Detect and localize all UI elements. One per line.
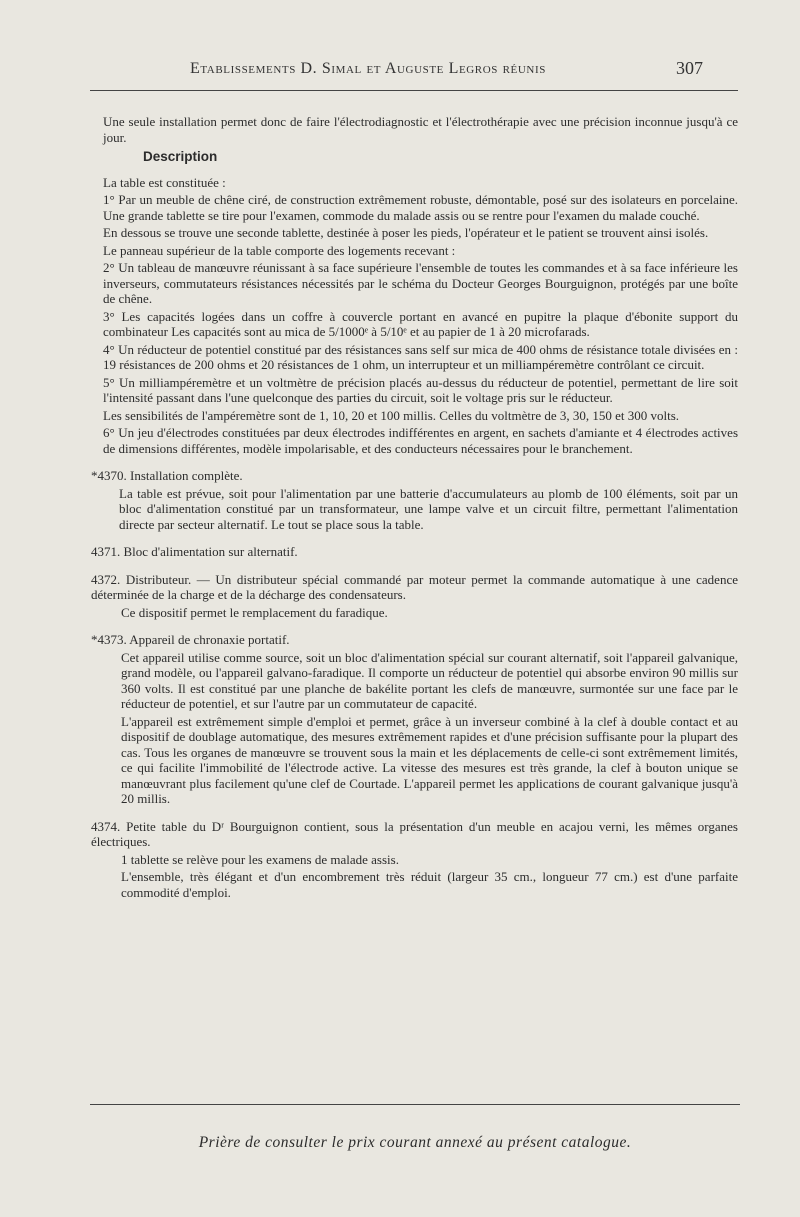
- catalogue-item-title: 4372. Distributeur. — Un distributeur spécial commandé par moteur permet la commande automatique à une cadence déterminée de la charge et de la décharge des condensateurs.: [91, 571, 738, 602]
- description-paragraph: 4° Un réducteur de potentiel constitué par des résistances sans self sur mica de 400 ohms de résistance totale divisées en : 19 résistances de 200 ohms et 20 résistances de 1 ohm, un interrupteur et un milliampéremètre contrôlant ce circuit.: [103, 341, 738, 372]
- catalogue-item-body: Ce dispositif permet le remplacement du faradique.: [121, 604, 388, 620]
- page-header: [90, 56, 740, 86]
- catalogue-item-title: *4373. Appareil de chronaxie portatif.: [91, 632, 290, 647]
- description-paragraph: 6° Un jeu d'électrodes constituées par deux électrodes indifférentes en argent, en sachets d'amiante et 4 électrodes actives de dimensions différentes, modèle impolarisable, et des conducteurs nécessaires pour le branchement.: [103, 425, 738, 456]
- spacer: [103, 534, 738, 544]
- catalogue-item-body: 1 tablette se relève pour les examens de malade assis.: [121, 851, 399, 867]
- page-number: 307: [676, 58, 703, 78]
- footer-note: Prière de consulter le prix courant annexé au présent catalogue.: [198, 1134, 632, 1151]
- footer-rule: [90, 1104, 740, 1105]
- catalogue-item-title: *4370. Installation complète.: [91, 468, 243, 483]
- description-paragraph: Les sensibilités de l'ampéremètre sont de 1, 10, 20 et 100 millis. Celles du voltmètre de 3, 30, 150 et 300 volts.: [103, 407, 680, 423]
- spacer: [103, 562, 738, 572]
- catalogue-item-body: Cet appareil utilise comme source, soit un bloc d'alimentation spécial sur courant alternatif, soit l'appareil galvanique, grand modèle, ou l'appareil galvano-faradique. Il comporte un réducteur de potentiel qui absorbe environ 90 millis sur 360 volts. Il est constitué par une planche de bakélite portant les clefs de manœuvre, surmontée sur une face par le réducteur de potentiel, et sur l'autre par un commutateur de capacité.: [121, 649, 738, 711]
- description-paragraph: 3° Les capacités logées dans un coffre à couvercle portant en avancé en pupitre la plaque d'ébonite support du combinateur Les capacités sont au mica de 5/1000ᵉ à 5/10ᵉ et au papier de 1 à 20 microfarads.: [103, 308, 738, 339]
- description-paragraph: 2° Un tableau de manœuvre réunissant à sa face supérieure l'ensemble de toutes les commandes et à sa face inférieure les inverseurs, commutateurs résistances nécessités par le schéma du Docteur Georges Bourguignon, protégés par une boîte de chêne.: [103, 260, 738, 306]
- catalogue-item-body: L'appareil est extrêmement simple d'emploi et permet, grâce à un inverseur combiné à la clef à double contact et au dispositif de doublage automatique, des mesures extrêmement rapides et d'une précision suffisante pour la plupart des cas. Tous les organes de manœuvre se trouvent sous la main et les déplacements de celle-ci sont extrêmement limités, ce qui facilite l'immobilité de l'électrode active. La vitesse des mesures est très grande, la clef à bouton unique se manœuvrant plus facilement qu'une clef de Courtade. L'appareil permet les applications de courant galvanique jusqu'à 20 millis.: [121, 713, 738, 806]
- intro-paragraph: Une seule installation permet donc de faire l'électrodiagnostic et l'électrothérapie avec une précision inconnue jusqu'à ce jour.: [103, 114, 738, 145]
- description-paragraph: Le panneau supérieur de la table comporte des logements recevant :: [103, 242, 456, 258]
- spacer: [103, 809, 738, 819]
- spacer: [103, 622, 738, 632]
- page-body: [91, 114, 738, 902]
- description-paragraph: La table est constituée :: [103, 174, 226, 190]
- section-heading: Description: [143, 149, 218, 164]
- description-paragraph: 5° Un milliampéremètre et un voltmètre de précision placés au-dessus du réducteur de potentiel, permettant de lire soit l'intensité passant dans l'une quelconque des parties du circuit, soit le voltage pris sur le réducteur.: [103, 374, 738, 405]
- description-paragraph: 1° Par un meuble de chêne ciré, de construction extrêmement robuste, démontable, posé sur des isolateurs en porcelaine. Une grande tablette se tire pour l'examen, commode du malade assis ou se rentre pour l'examen du malade couché.: [103, 192, 738, 223]
- catalogue-item-body: L'ensemble, très élégant et d'un encombrement très réduit (largeur 35 cm., longueur 77 cm.) est d'une parfaite commodité d'emploi.: [121, 869, 738, 900]
- header-rule: [90, 90, 738, 91]
- spacer: [103, 458, 738, 468]
- catalogue-item-body: La table est prévue, soit pour l'alimentation par une batterie d'accumulateurs au plomb de 100 éléments, soit par un bloc d'alimentation constitué par un transformateur, une lampe valve et un circuit filtre, permettant l'alimentation directe par secteur alternatif. Le tout se place sous la table.: [119, 485, 738, 532]
- description-paragraph: En dessous se trouve une seconde tablette, destinée à poser les pieds, l'opérateur et le patient se trouvent ainsi isolés.: [103, 225, 709, 240]
- catalogue-item-title: 4374. Petite table du Dʳ Bourguignon contient, sous la présentation d'un meuble en acajou verni, les mêmes organes électriques.: [91, 818, 738, 849]
- catalogue-item-title: 4371. Bloc d'alimentation sur alternatif.: [91, 544, 298, 559]
- running-title: Etablissements D. Simal et Auguste Legros réunis: [190, 60, 546, 77]
